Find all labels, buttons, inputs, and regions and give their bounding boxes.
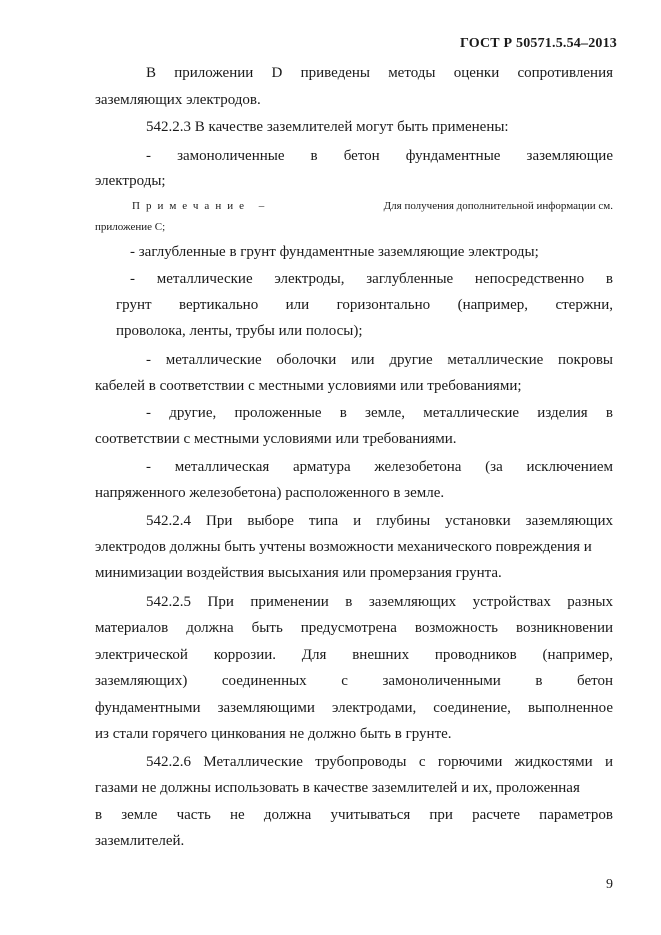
text-line: минимизации воздействия высыхания или промерзания грунта. — [95, 565, 502, 581]
text-line: - металлическая арматура железобетона (за исключением — [146, 459, 613, 475]
text-line: электродов должны быть учтены возможности механического повреждения и — [95, 539, 592, 555]
text-line: фундаментными заземляющими электродами, соединение, выполненное — [95, 700, 613, 716]
text-line: электрической коррозии. Для внешних проводников (например, — [95, 647, 613, 663]
text-line: - замоноличенные в бетон фундаментные заземляющие — [146, 148, 613, 164]
page-number: 9 — [606, 877, 613, 892]
text-line: 542.2.4 При выборе типа и глубины установки заземляющих — [146, 513, 613, 529]
text-line: соответствии с местными условиями или требованиями. — [95, 431, 457, 447]
text-line: - другие, проложенные в земле, металлические изделия в — [146, 405, 613, 421]
text-line: - заглубленные в грунт фундаментные заземляющие электроды; — [130, 244, 539, 260]
text-line: заземляющих электродов. — [95, 92, 261, 108]
text-line: проволока, ленты, трубы или полосы); — [116, 323, 363, 339]
text-line: 542.2.3 В качестве заземлителей могут быть применены: — [146, 119, 509, 135]
text-line: газами не должны использовать в качестве заземлителей и их, проложенная — [95, 780, 580, 796]
text-line: напряженного железобетона) расположенного в земле. — [95, 485, 445, 501]
standard-header: ГОСТ Р 50571.5.54–2013 — [459, 36, 617, 51]
text-line: из стали горячего цинкования не должно быть в грунте. — [95, 726, 452, 742]
text-line: приложение С; — [95, 221, 166, 233]
note-line — [132, 199, 613, 213]
text-line: грунт вертикально или горизонтально (например, стержни, — [116, 297, 613, 313]
text-line: кабелей в соответствии с местными условиями или требованиями; — [95, 378, 522, 394]
text-line: - металлические электроды, заглубленные непосредственно в — [130, 271, 613, 287]
text-line: 542.2.5 При применении в заземляющих устройствах разных — [146, 594, 613, 610]
text-line: - металлические оболочки или другие металлические покровы — [146, 352, 613, 368]
text-line: заземлителей. — [95, 833, 185, 849]
text-line: В приложении D приведены методы оценки сопротивления — [146, 65, 613, 81]
note-text: Для получения дополнительной информации см. — [383, 200, 613, 212]
text-line: 542.2.6 Металлические трубопроводы с горючими жидкостями и — [146, 754, 613, 770]
text-line: электроды; — [95, 173, 166, 189]
text-line: в земле часть не должна учитываться при расчете параметров — [95, 807, 613, 823]
text-line: материалов должна быть предусмотрена возможность возникновении — [95, 620, 613, 636]
note-label: Примечание – — [132, 200, 271, 212]
text-line: заземляющих) соединенных с замоноличенными в бетон — [95, 673, 613, 689]
